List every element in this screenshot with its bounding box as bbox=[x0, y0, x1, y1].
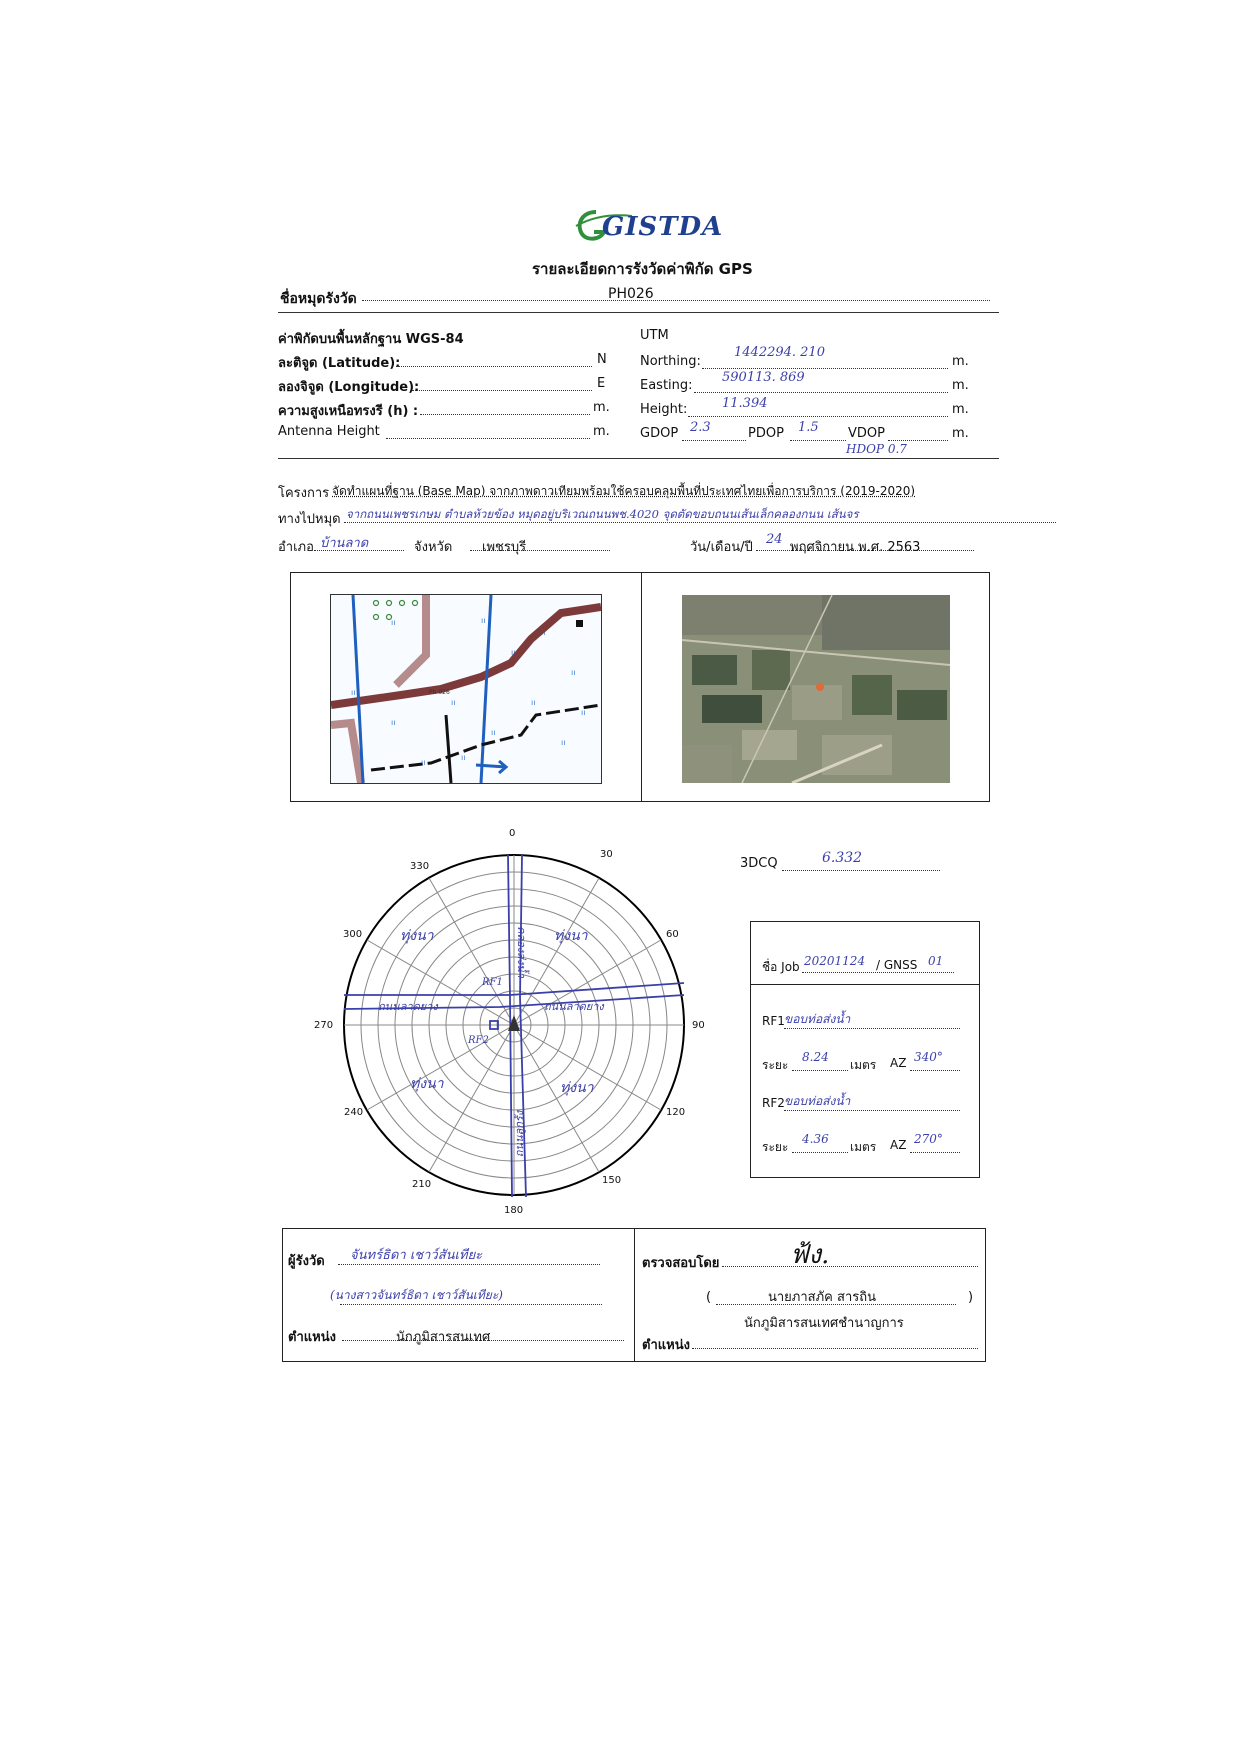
rf2-az-label: AZ bbox=[890, 1138, 907, 1152]
label-road-e: ถนนลาดยาง bbox=[544, 1000, 604, 1013]
rf2-dist: 4.36 bbox=[802, 1132, 829, 1146]
utm-label: UTM bbox=[640, 328, 669, 343]
label-road-w: ถนนลาดยาง bbox=[378, 1000, 438, 1013]
skyplot-angle-120: 120 bbox=[666, 1107, 686, 1118]
checker-position-label: ตำแหน่ง bbox=[642, 1338, 690, 1353]
skyplot-angle-60: 60 bbox=[666, 929, 679, 940]
wgs-label: ค่าพิกัดบนพื้นหลักฐาน WGS-84 bbox=[278, 332, 464, 347]
svg-text:ıı: ıı bbox=[511, 648, 516, 657]
skyplot-angle-210: 210 bbox=[412, 1179, 432, 1190]
svg-text:ıı: ıı bbox=[531, 698, 536, 707]
rf1-value: ขอบท่อส่งน้ำ bbox=[784, 1012, 851, 1026]
province-value: เพชรบุรี bbox=[482, 540, 527, 555]
job-value: 20201124 bbox=[804, 954, 866, 968]
height-label: Height: bbox=[640, 402, 688, 417]
pdop-value: 1.5 bbox=[798, 420, 819, 435]
lat-label: ละติจูด (Latitude): bbox=[278, 356, 401, 371]
rf1-dist: 8.24 bbox=[802, 1050, 829, 1064]
basemap-image bbox=[330, 594, 602, 784]
svg-text:ıı: ıı bbox=[461, 753, 466, 762]
label-nw: ทุ่งนา bbox=[400, 928, 434, 944]
rf1-dist-label: ระยะ bbox=[762, 1058, 789, 1072]
rf2-label: RF2 bbox=[762, 1096, 785, 1110]
dcq-value: 6.332 bbox=[822, 850, 863, 866]
svg-text:ıı: ıı bbox=[481, 616, 486, 625]
district-value: บ้านลาด bbox=[320, 536, 369, 551]
rf1-m-label: เมตร bbox=[850, 1058, 877, 1072]
label-sw: ทุ่งนา bbox=[410, 1076, 444, 1092]
svg-text:ıı: ıı bbox=[421, 758, 426, 767]
svg-text:ıı: ıı bbox=[561, 738, 566, 747]
satellite-image bbox=[682, 595, 950, 783]
gnss-value: 01 bbox=[928, 954, 944, 968]
surveyor-signature: จันทร์ธิดา เชาว์สันเทียะ bbox=[350, 1248, 483, 1263]
rf2-value: ขอบท่อส่งน้ำ bbox=[784, 1094, 851, 1108]
label-road-s: ถนนลูกรัง bbox=[513, 1110, 527, 1158]
station-label: ชื่อหมุดรังวัด bbox=[280, 291, 357, 307]
label-rf1: RF1 bbox=[482, 977, 503, 988]
rf1-az: 340° bbox=[914, 1050, 943, 1064]
skyplot-angle-30: 30 bbox=[600, 849, 613, 860]
hdop-note: HDOP 0.7 bbox=[846, 442, 907, 456]
surveyor-position-label: ตำแหน่ง bbox=[288, 1330, 336, 1345]
job-label: ชื่อ Job bbox=[762, 960, 800, 974]
rf1-az-label: AZ bbox=[890, 1056, 907, 1070]
page-title: รายละเอียดการรังวัดค่าพิกัด GPS bbox=[532, 260, 753, 278]
gdop-label: GDOP bbox=[640, 426, 679, 441]
skyplot-angle-180: 180 bbox=[504, 1205, 524, 1216]
svg-text:ıı: ıı bbox=[571, 668, 576, 677]
svg-text:ıı: ıı bbox=[391, 618, 396, 627]
rf2-dist-label: ระยะ bbox=[762, 1140, 789, 1154]
skyplot-angle-90: 90 bbox=[692, 1020, 705, 1031]
date-rest: พฤศจิกายน พ.ศ. 2563 bbox=[790, 540, 921, 555]
checker-label: ตรวจสอบโดย bbox=[642, 1256, 720, 1271]
surveyor-position: นักภูมิสารสนเทศ bbox=[396, 1330, 491, 1345]
basemap-point-label: Ph 026 bbox=[429, 689, 450, 696]
rf2-m-label: เมตร bbox=[850, 1140, 877, 1154]
route-label: ทางไปหมุด bbox=[278, 512, 341, 527]
svg-text:ıı: ıı bbox=[351, 688, 356, 697]
northing-value: 1442294. 210 bbox=[734, 345, 825, 360]
skyplot-angle-300: 300 bbox=[343, 929, 363, 940]
checker-position: นักภูมิสารสนเทศชำนาญการ bbox=[744, 1316, 904, 1331]
vdop-label: VDOP bbox=[848, 426, 885, 441]
label-road-n: คลองส่งน้ำ bbox=[514, 926, 528, 978]
skyplot-angle-150: 150 bbox=[602, 1175, 622, 1186]
project-value: จัดทำแผนที่ฐาน (Base Map) จากภาพดาวเทียมพร้อมใช้ครอบคลุมพื้นที่ประเทศไทยเพื่อการบริการ (2019-2020) bbox=[332, 484, 916, 498]
height-ellipsoid-label: ความสูงเหนือทรงรี (h) : bbox=[278, 404, 419, 419]
gdop-value: 2.3 bbox=[690, 420, 711, 435]
label-se: ทุ่งนา bbox=[560, 1080, 594, 1096]
svg-text:ıı: ıı bbox=[391, 718, 396, 727]
gnss-label: / GNSS bbox=[876, 958, 918, 972]
label-ne: ทุ่งนา bbox=[554, 928, 588, 944]
date-day: 24 bbox=[766, 532, 783, 547]
surveyor-name: (นางสาวจันทร์ธิดา เชาว์สันเทียะ) bbox=[330, 1288, 503, 1302]
lon-label: ลองจิจูด (Longitude): bbox=[278, 380, 420, 395]
easting-label: Easting: bbox=[640, 378, 693, 393]
svg-text:ıı: ıı bbox=[541, 628, 546, 637]
route-value: จากถนนเพชรเกษม ตำบลห้วยข้อง หมุดอยู่บริเวณถนนพช.4020 จุดตัดขอบถนนเส้นเล็กคลองกนน เส้นจร bbox=[346, 507, 859, 521]
project-label: โครงการ bbox=[278, 486, 330, 501]
province-label: จังหวัด bbox=[414, 540, 453, 555]
easting-value: 590113. 869 bbox=[722, 370, 805, 385]
northing-label: Northing: bbox=[640, 354, 701, 369]
logo-text: GISTDA bbox=[602, 212, 724, 242]
svg-text:ıı: ıı bbox=[581, 708, 586, 717]
skyplot-angle-270: 270 bbox=[314, 1020, 334, 1031]
station-value: PH026 bbox=[608, 286, 654, 302]
svg-text:ıı: ıı bbox=[421, 653, 426, 662]
dcq-label: 3DCQ bbox=[740, 856, 778, 871]
gistda-logo bbox=[574, 206, 724, 246]
antenna-label: Antenna Height bbox=[278, 424, 380, 439]
height-value: 11.394 bbox=[722, 396, 768, 411]
svg-text:ıı: ıı bbox=[491, 728, 496, 737]
checker-signature[interactable]: ฟ้ง. bbox=[790, 1240, 830, 1270]
date-label: วัน/เดือน/ปี bbox=[690, 540, 753, 555]
pdop-label: PDOP bbox=[748, 426, 784, 441]
surveyor-label: ผู้รังวัด bbox=[288, 1254, 325, 1269]
rf1-label: RF1 bbox=[762, 1014, 785, 1028]
skyplot-angle-330: 330 bbox=[410, 861, 430, 872]
skyplot-angle-0: 0 bbox=[509, 828, 516, 839]
svg-text:ıı: ıı bbox=[451, 698, 456, 707]
skyplot-angle-240: 240 bbox=[344, 1107, 364, 1118]
checker-name: นายภาสภัค สารถิน bbox=[768, 1290, 876, 1305]
rf2-az: 270° bbox=[914, 1132, 943, 1146]
skyplot bbox=[300, 825, 720, 1225]
district-label: อำเภอ bbox=[278, 540, 314, 555]
label-rf2: RF2 bbox=[468, 1035, 489, 1046]
